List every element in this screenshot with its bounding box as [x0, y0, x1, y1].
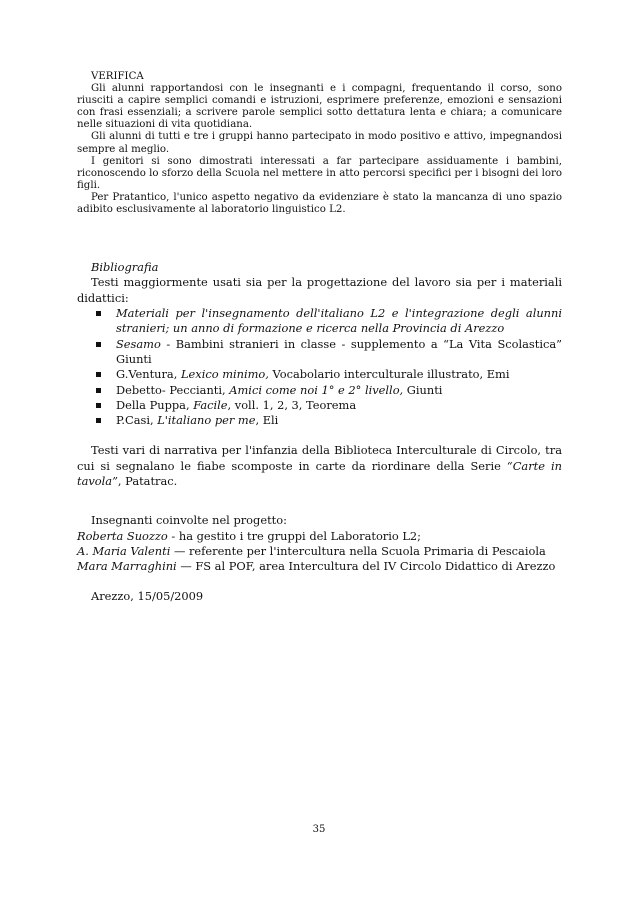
- teacher-name: A. Maria Valenti: [77, 543, 171, 558]
- book-author: Della Puppa,: [116, 397, 194, 412]
- list-item: [77, 337, 562, 368]
- square-bullet-icon: [96, 311, 101, 316]
- teacher-line: [77, 559, 562, 574]
- teacher-role: — referente per l'intercultura nella Scuola Primaria di Pescaiola: [170, 543, 546, 558]
- teacher-line: [77, 544, 562, 559]
- teacher-role: — FS al POF, area Intercultura del IV Circolo Didattico di Arezzo: [176, 559, 556, 574]
- verifica-paragraph-1: Gli alunni rapportandosi con le insegnanti e i compagni, frequentando il corso, sono riusciti a capire semplici comandi e istruzioni, esprimere preferenze, emozioni e sensazioni con frasi essenziali; a scrivere parole semplici sotto dettatura lenta e chiara; a comunicare nelle situazioni di vita quotidiana.: [77, 83, 562, 131]
- book-details: - Bambini stranieri in classe - supplemento a “La Vita Scolastica” Giunti: [116, 336, 562, 366]
- square-bullet-icon: [96, 403, 101, 408]
- narrativa-paragraph: [77, 443, 562, 489]
- document-page: [77, 71, 562, 605]
- publisher: , Patatrac.: [117, 473, 178, 488]
- square-bullet-icon: [96, 388, 101, 393]
- book-title: Materiali per l'insegnamento dell'italiano L2 e l'integrazione degli alunni stranieri; un anno di formazione e ricerca nella Provincia di Arezzo: [116, 306, 562, 336]
- book-details: , voll. 1, 2, 3, Teorema: [227, 397, 357, 412]
- list-item: [77, 383, 562, 398]
- verifica-paragraph-3: I genitori si sono dimostrati interessati a far partecipare assiduamente i bambini, riconoscendo lo sforzo della Scuola nel mettere in atto percorsi specifici per i bisogni dei loro figli.: [77, 155, 562, 191]
- list-item: [77, 306, 562, 337]
- list-item: [77, 398, 562, 413]
- document-date: Arezzo, 15/05/2009: [91, 589, 204, 604]
- teacher-name: Mara Marraghini: [77, 559, 177, 574]
- book-title: Sesamo: [116, 336, 161, 351]
- teacher-role: - ha gestito i tre gruppi del Laboratorio L2;: [167, 528, 422, 543]
- narrativa-text: Testi vari di narrativa per l'infanzia della Biblioteca Interculturale di Circolo, tra cui si segnalano le fiabe scomposte in carte da riordinare della Serie: [77, 443, 562, 473]
- book-details: Vocabolario interculturale illustrato, Emi: [268, 367, 510, 382]
- book-title: L'italiano per me: [157, 413, 256, 428]
- page-number: 35: [312, 824, 326, 835]
- square-bullet-icon: [96, 342, 101, 347]
- book-author: Debetto- Peccianti,: [116, 382, 230, 397]
- series-title: “Carte in tavola”: [77, 458, 562, 488]
- book-title: Facile: [193, 397, 228, 412]
- bibliography-list: [77, 306, 562, 428]
- list-item: [77, 413, 562, 428]
- book-title: Amici come noi 1° e 2° livello,: [229, 382, 404, 397]
- book-details: , Eli: [255, 413, 279, 428]
- square-bullet-icon: [96, 418, 101, 423]
- teacher-line: [77, 529, 562, 544]
- square-bullet-icon: [96, 372, 101, 377]
- insegnanti-intro: Insegnanti coinvolte nel progetto:: [91, 513, 287, 528]
- verifica-title: VERIFICA: [91, 71, 144, 82]
- book-author: P.Casi,: [116, 413, 158, 428]
- book-details: Giunti: [403, 382, 443, 397]
- verifica-paragraph-4: Per Pratantico, l'unico aspetto negativo da evidenziare è stato la mancanza di uno spazio adibito esclusivamente al laboratorio linguistico L2.: [77, 191, 562, 216]
- bibliografia-title: Bibliografia: [91, 260, 159, 275]
- teacher-name: Roberta Suozzo: [77, 528, 168, 543]
- verifica-paragraph-2: Gli alunni di tutti e tre i gruppi hanno partecipato in modo positivo e attivo, impegnandosi sempre al meglio.: [77, 131, 562, 155]
- list-item: [77, 367, 562, 382]
- book-title: Lexico minimo,: [180, 367, 269, 382]
- bibliografia-intro: Testi maggiormente usati sia per la progettazione del lavoro sia per i materiali didattici:: [77, 275, 562, 305]
- book-author: G.Ventura,: [116, 367, 181, 382]
